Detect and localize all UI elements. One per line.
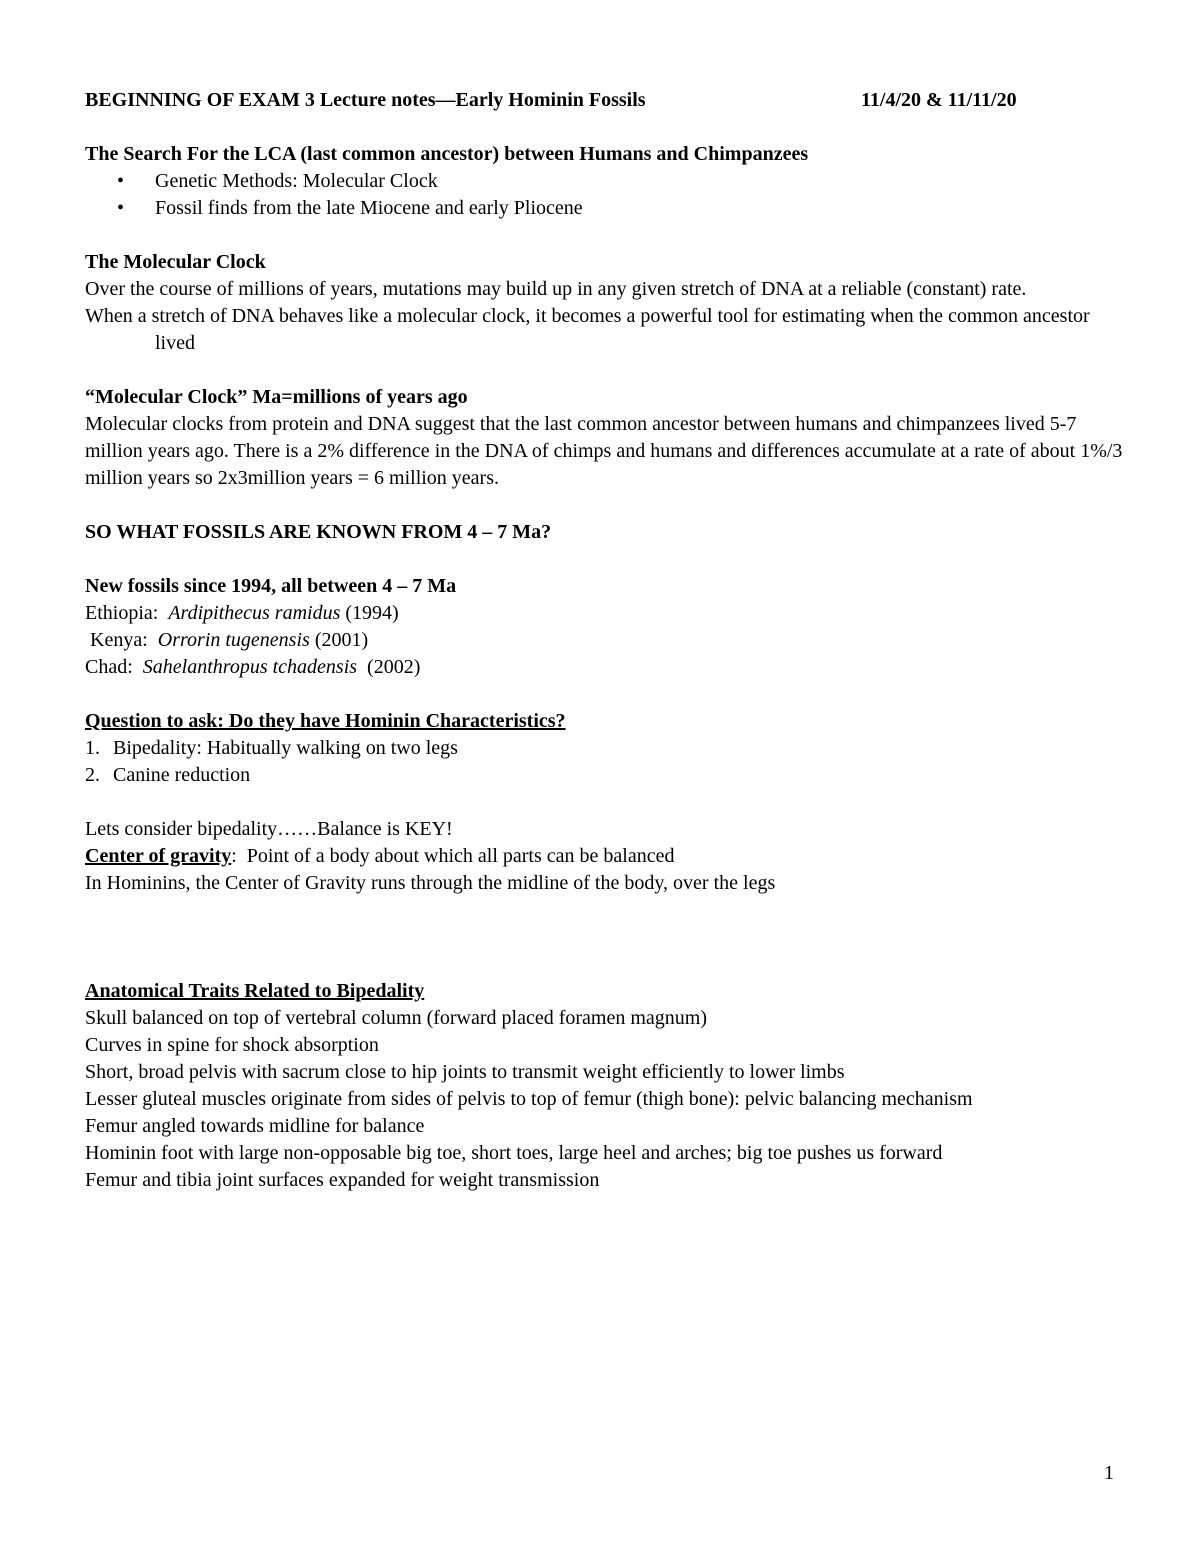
traits-heading: Anatomical Traits Related to Bipedality	[85, 980, 425, 1002]
bipedality-line: Lets consider bipedality……Balance is KEY!	[85, 818, 453, 840]
lca-heading: The Search For the LCA (last common ancestor) between Humans and Chimpanzees	[85, 143, 809, 165]
molecular-clock-paragraph: When a stretch of DNA behaves like a molecular clock, it becomes a powerful tool for estimating when the common ancestor lived	[85, 305, 1090, 354]
traits-list	[85, 1005, 1125, 1194]
list-item: • Genetic Methods: Molecular Clock	[85, 168, 1125, 195]
list-item: Curves in spine for shock absorption	[85, 1034, 379, 1056]
molecular-clock-paragraph: Over the course of millions of years, mutations may build up in any given stretch of DNA at a reliable (constant) rate.	[85, 278, 1027, 300]
list-item: 2. Canine reduction	[85, 764, 251, 786]
list-item: Lesser gluteal muscles originate from sides of pelvis to top of femur (thigh bone): pelvic balancing mechanism	[85, 1088, 973, 1110]
bullet-icon: •	[117, 170, 125, 192]
document-title: BEGINNING OF EXAM 3 Lecture notes—Early Hominin Fossils	[85, 89, 646, 111]
list-item: Short, broad pelvis with sacrum close to hip joints to transmit weight efficiently to lower limbs	[85, 1061, 845, 1083]
center-of-gravity-line: Center of gravity: Point of a body about which all parts can be balanced	[85, 845, 675, 867]
new-fossils-heading: New fossils since 1994, all between 4 – 7 Ma	[85, 575, 457, 597]
list-item: Skull balanced on top of vertebral column (forward placed foramen magnum)	[85, 1007, 708, 1029]
clock-ma-paragraph: Molecular clocks from protein and DNA suggest that the last common ancestor between humans and chimpanzees lived 5-7 million years ago. There is a 2% difference in the DNA of chimps and humans and differences accumulate at a rate of about 1%/3 million years so 2x3million years = 6 million years.	[85, 413, 1123, 489]
list-item: Ethiopia: Ardipithecus ramidus (1994)	[85, 602, 399, 624]
question-list	[85, 735, 1125, 789]
list-item: Kenya: Orrorin tugenensis (2001)	[85, 629, 369, 651]
fossil-list	[85, 600, 1125, 681]
page-number: 1	[1104, 1462, 1114, 1484]
document-page	[85, 87, 1125, 1194]
list-item: Chad: Sahelanthropus tchadensis (2002)	[85, 656, 421, 678]
bullet-icon: •	[117, 197, 125, 219]
list-item: • Fossil finds from the late Miocene and early Pliocene	[85, 195, 1125, 222]
lecture-dates: 11/4/20 & 11/11/20	[861, 89, 1017, 111]
fossils-question-heading: SO WHAT FOSSILS ARE KNOWN FROM 4 – 7 Ma?	[85, 521, 552, 543]
document-header	[85, 87, 1125, 114]
list-item: Hominin foot with large non-opposable big toe, short toes, large heel and arches; big toe pushes us forward	[85, 1142, 943, 1164]
clock-ma-heading: “Molecular Clock” Ma=millions of years ago	[85, 386, 468, 408]
lca-bullet-list	[85, 168, 1125, 222]
bipedality-line: In Hominins, the Center of Gravity runs through the midline of the body, over the legs	[85, 872, 776, 894]
list-item: Femur and tibia joint surfaces expanded for weight transmission	[85, 1169, 600, 1191]
list-item: Femur angled towards midline for balance	[85, 1115, 425, 1137]
list-item: 1. Bipedality: Habitually walking on two legs	[85, 737, 458, 759]
center-of-gravity-term: Center of gravity	[85, 845, 232, 867]
molecular-clock-heading: The Molecular Clock	[85, 251, 266, 273]
question-heading: Question to ask: Do they have Hominin Characteristics?	[85, 710, 566, 732]
